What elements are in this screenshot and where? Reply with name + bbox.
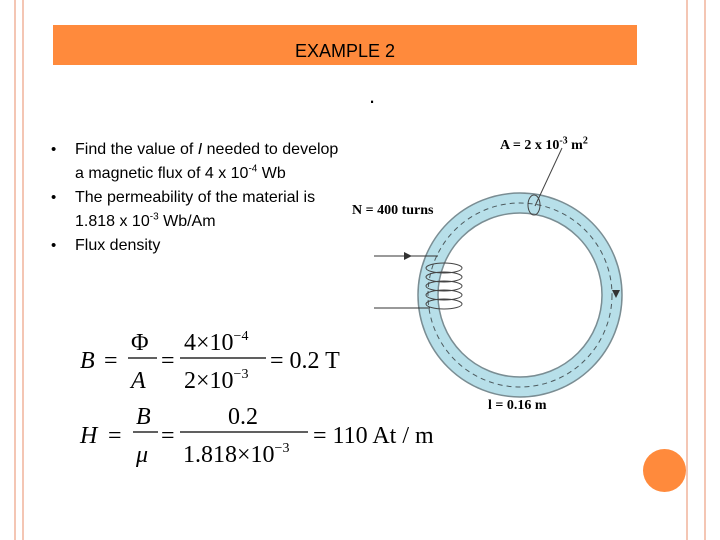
eq1-lhs: B — [80, 348, 95, 374]
eq2-equals2: = — [161, 423, 175, 449]
eq2-den1: μ — [136, 442, 149, 468]
eq1-den1: A — [131, 368, 146, 394]
eq2-num2: 0.2 — [228, 404, 258, 430]
eq2-result: = 110 At / m — [313, 423, 434, 449]
bullet-text: Flux density — [75, 237, 161, 254]
eq1-num1: Φ — [131, 330, 149, 356]
eq2-lhs: H — [80, 423, 98, 449]
decorative-circle — [643, 449, 686, 492]
bullet-text: Wb/Am — [158, 213, 216, 230]
turns-label: N = 400 turns — [352, 203, 434, 218]
slide-title: EXAMPLE 2 — [294, 41, 396, 61]
exponent: -3 — [149, 211, 159, 223]
eq1-equals2: = — [161, 348, 175, 374]
eq2-equals: = — [108, 423, 122, 449]
eq1-result: = 0.2 T — [270, 348, 340, 374]
eq1-equals: = — [104, 348, 118, 374]
eq2-den2: $1.818\times 10^{-3}$ — [183, 441, 290, 468]
eq1-den2: $2\times 10^{-3}$ — [184, 367, 249, 394]
bullet-text: Find the value of — [75, 141, 198, 158]
bullet-text: needed to develop a magnetic flux of 4 x 10 — [75, 141, 339, 182]
length-label: l = 0.16 m — [488, 398, 547, 413]
bullet-text: The permeability of the material is 1.818 x 10 — [75, 189, 316, 230]
variable-i: I — [197, 141, 203, 158]
eq1-num2: $4\times 10^{-4}$ — [184, 329, 249, 356]
area-label: A = 2 x $10^{-3}$ $m^2$ — [500, 135, 588, 153]
dot-mark: . — [369, 83, 376, 108]
bullet-text: Wb — [257, 165, 286, 182]
eq2-num1: B — [136, 404, 151, 430]
exponent: -4 — [248, 163, 258, 175]
